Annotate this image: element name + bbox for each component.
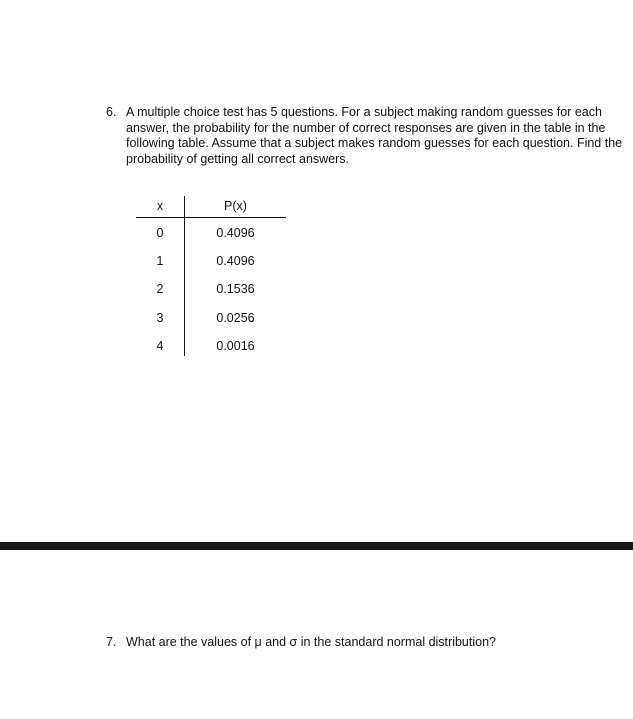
- table-header-px: P(x): [224, 199, 247, 213]
- question-7-number: 7.: [106, 635, 117, 649]
- page-divider: [0, 542, 633, 550]
- table-vertical-rule: [184, 196, 185, 356]
- question-6-text: A multiple choice test has 5 questions. For a subject making random guesses for each answer, the probability for the number of correct responses are given in the table in the following table. Assume that a subject makes random guesses for each question. Find the probability of getting all correct answers.: [126, 105, 623, 166]
- table-cell-px: 0.0256: [216, 311, 255, 325]
- table-header-x: x: [156, 199, 164, 213]
- table-cell-px: 0.4096: [216, 226, 255, 240]
- table-cell-x: 3: [156, 311, 164, 325]
- table-cell-x: 4: [156, 339, 164, 353]
- table-cell-x: 0: [156, 226, 164, 240]
- table-cell-x: 2: [156, 282, 164, 296]
- table-cell-x: 1: [156, 254, 164, 268]
- table-cell-px: 0.0016: [216, 339, 255, 353]
- table-cell-px: 0.1536: [216, 282, 255, 296]
- table-header-rule: [136, 217, 286, 218]
- question-6-number: 6.: [106, 105, 117, 119]
- question-7-text: What are the values of μ and σ in the standard normal distribution?: [126, 635, 496, 649]
- table-cell-px: 0.4096: [216, 254, 255, 268]
- question-6: [106, 105, 626, 167]
- question-7: [106, 635, 626, 651]
